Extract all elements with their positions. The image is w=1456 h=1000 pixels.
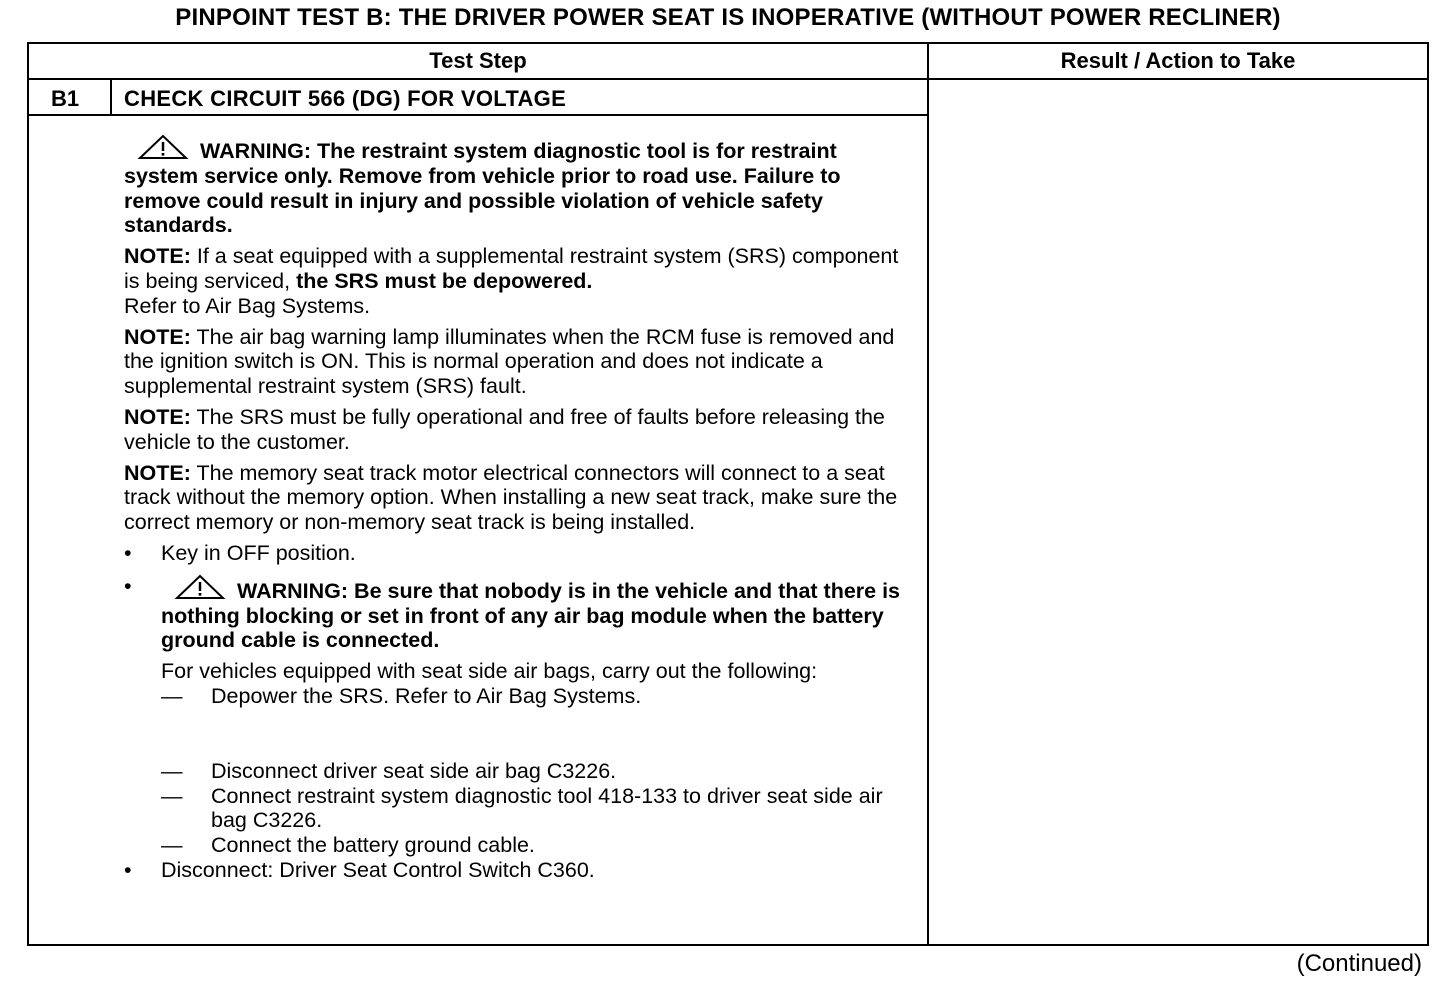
dash-icon: — [161, 833, 183, 858]
note-srs-depower [124, 244, 904, 318]
warning-nobody-in-vehicle [161, 574, 904, 653]
sub-step-text: Disconnect driver seat side air bag C3226. [211, 758, 617, 783]
note-label: NOTE: [124, 404, 191, 429]
warning-text: WARNING: The restraint system diagnostic tool is for restraint system service only. Remove from vehicle prior to road use. Failure to remove could result in injury and possible violation of vehicle safety standards. [124, 139, 841, 238]
step-id-divider [110, 78, 112, 116]
step-content [124, 134, 904, 883]
sub-step-text: Depower the SRS. Refer to Air Bag Systems. [211, 683, 642, 708]
sub-step-disconnect-airbag [161, 759, 904, 784]
result-action-header: Result / Action to Take [1060, 48, 1296, 73]
sub-step-connect-tool [161, 784, 904, 834]
bullet-item-disconnect-switch [124, 858, 904, 883]
sub-step-depower [161, 684, 904, 709]
dash-icon: — [161, 783, 183, 808]
pinpoint-test-table [27, 42, 1429, 946]
bullet-icon: • [124, 540, 132, 565]
note-label: NOTE: [124, 244, 191, 269]
bullet-icon: • [124, 857, 132, 882]
note-text: If a seat equipped with a supplemental restraint system (SRS) component is being serviced, [124, 244, 899, 293]
dash-icon: — [161, 758, 183, 783]
sub-step-connect-ground [161, 833, 904, 858]
warning-text: WARNING: Be sure that nobody is in the vehicle and that there is nothing blocking or set in front of any air bag module when the battery ground cable is connected. [161, 578, 901, 653]
sub-step-text: Connect the battery ground cable. [211, 833, 535, 858]
bullet-text: Disconnect: Driver Seat Control Switch C360. [161, 857, 595, 882]
note-memory-seat [124, 461, 904, 535]
note-text: The memory seat track motor electrical connectors will connect to a seat track without the memory option. When installing a new seat track, make sure the correct memory or non-memory seat track is being installed. [124, 460, 898, 535]
note-srs-operational [124, 405, 904, 455]
bullet-icon: • [124, 573, 132, 598]
step-title-divider [29, 114, 927, 116]
bullet-item-side-airbags [124, 574, 904, 684]
test-step-header: Test Step [429, 48, 527, 73]
warning-restraint-tool [124, 134, 904, 238]
note-label: NOTE: [124, 324, 191, 349]
continued-label: (Continued) [1296, 950, 1422, 977]
page-title: PINPOINT TEST B: THE DRIVER POWER SEAT IS INOPERATIVE (WITHOUT POWER RECLINER) [175, 4, 1281, 31]
header-divider [29, 78, 1427, 80]
note-text: The air bag warning lamp illuminates when the RCM fuse is removed and the ignition switch is ON. This is normal operation and does not indicate a supplemental restraint system (SRS) fault. [124, 324, 895, 399]
warning-triangle-icon [136, 134, 190, 160]
note-reference: Refer to Air Bag Systems. [124, 293, 371, 318]
note-label: NOTE: [124, 460, 191, 485]
note-warning-lamp [124, 325, 904, 399]
warning-triangle-icon [173, 574, 227, 600]
step-title: CHECK CIRCUIT 566 (DG) FOR VOLTAGE [124, 86, 567, 111]
step-id: B1 [51, 86, 80, 111]
column-divider [927, 44, 929, 944]
sub-step-text: Connect restraint system diagnostic tool 418-133 to driver seat side air bag C3226. [211, 783, 883, 833]
note-text: The SRS must be fully operational and free of faults before releasing the vehicle to the customer. [124, 404, 885, 454]
bullet-item-key-off [124, 541, 904, 566]
dash-icon: — [161, 683, 183, 708]
bullet-text: Key in OFF position. [161, 540, 356, 565]
note-emphasis: the SRS must be depowered. [296, 268, 593, 293]
bullet-text: For vehicles equipped with seat side air bags, carry out the following: [161, 659, 818, 684]
